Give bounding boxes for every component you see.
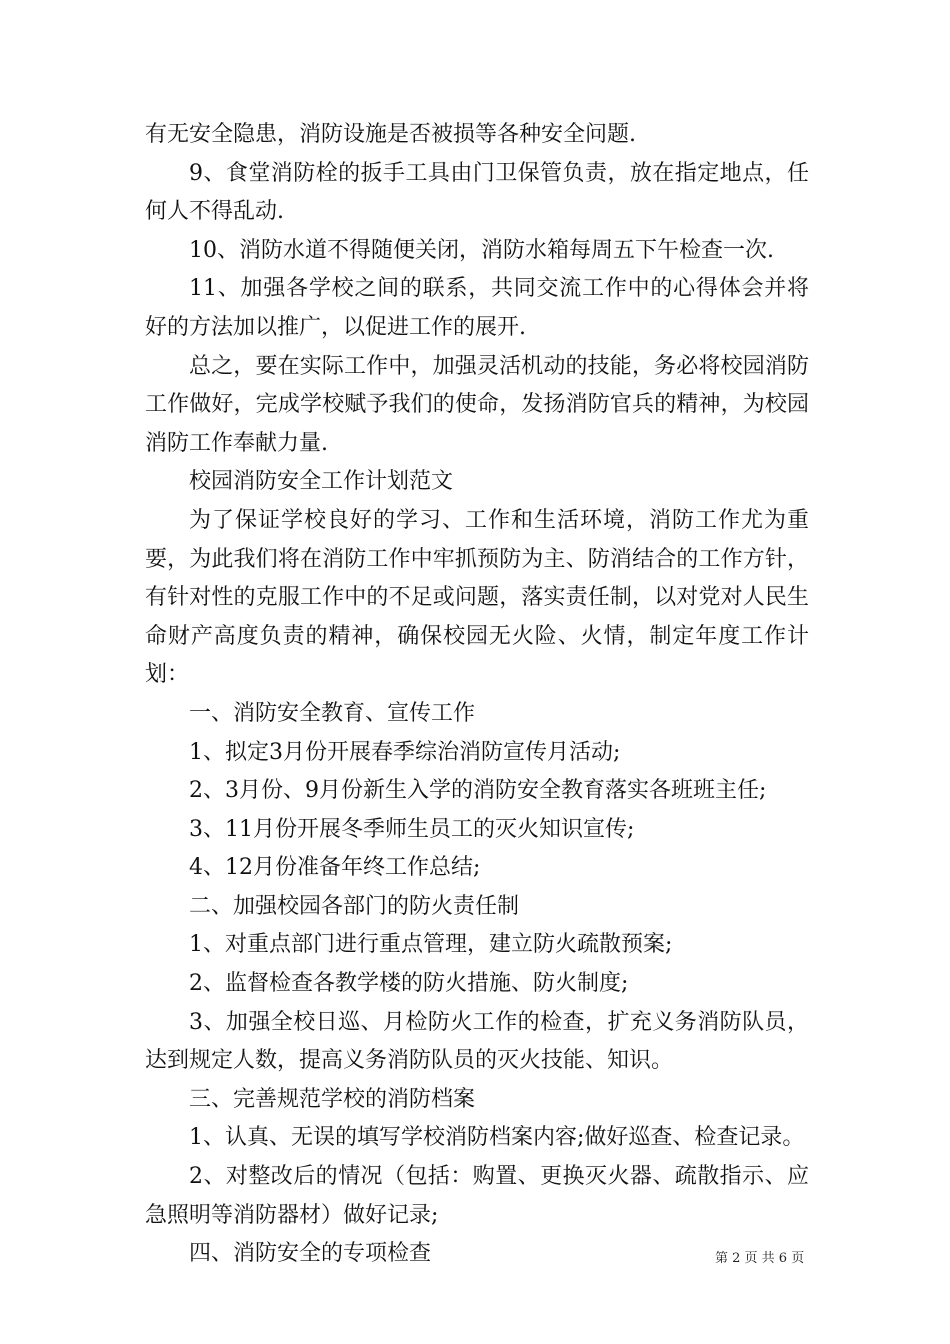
heading-4: 四、消防安全的专项检查 [189,1241,432,1267]
page-number: 第 2 页 共 6 页 [715,1251,805,1266]
list-item: 4、12月份准备年终工作总结; [189,855,481,881]
list-item: 2、对整改后的情况（包括：购置、更换灭火器、疏散指示、应急照明等消防器材）做好记录; [145,1164,809,1228]
list-item: 2、监督检查各教学楼的防火措施、防火制度; [189,971,629,997]
paragraph-4: 11、加强各学校之间的联系，共同交流工作中的心得体会并将好的方法加以推广，以促进工作的展开. [145,276,809,340]
list-item: 1、拟定3月份开展春季综治消防宣传月活动; [189,739,621,765]
document-body [145,116,809,1274]
heading-2: 二、加强校园各部门的防火责任制 [189,893,520,919]
paragraph-3: 10、消防水道不得随便关闭，消防水箱每周五下午检查一次. [189,237,774,263]
paragraph-1: 有无安全隐患，消防设施是否被损等各种安全问题. [145,122,636,147]
list-item: 3、加强全校日巡、月检防火工作的检查，扩充义务消防队员，达到规定人数，提高义务消防队员的灭火技能、知识。 [145,1009,809,1074]
heading-1: 一、消防安全教育、宣传工作 [189,700,476,726]
paragraph-7: 为了保证学校良好的学习、工作和生活环境，消防工作尤为重要，为此我们将在消防工作中牢抓预防为主、防消结合的工作方针，有针对性的克服工作中的不足或问题，落实责任制，以对党对人民生命财产高度负责的精神，确保校园无火险、火情，制定年度工作计划： [145,507,809,688]
section-title: 校园消防安全工作计划范文 [189,469,454,495]
list-item: 3、11月份开展冬季师生员工的灭火知识宣传; [189,816,635,842]
paragraph-2: 9、食堂消防栓的扳手工具由门卫保管负责，放在指定地点，任何人不得乱动. [145,160,809,225]
list-item: 1、认真、无误的填写学校消防档案内容;做好巡查、检查记录。 [189,1125,805,1151]
paragraph-5: 总之，要在实际工作中，加强灵活机动的技能，务必将校园消防工作做好，完成学校赋予我们的使命，发扬消防官兵的精神，为校园消防工作奉献力量. [145,353,809,456]
list-item: 2、3月份、9月份新生入学的消防安全教育落实各班班主任; [189,778,767,804]
heading-3: 三、完善规范学校的消防档案 [189,1086,476,1112]
list-item: 1、对重点部门进行重点管理，建立防火疏散预案; [189,932,673,958]
